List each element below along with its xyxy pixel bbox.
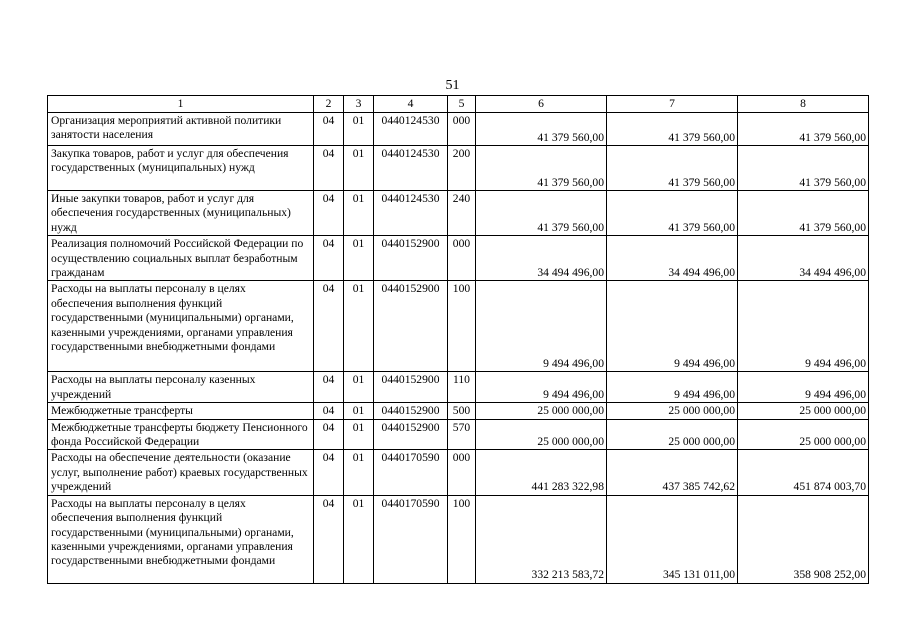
expense-type-cell: 110 — [448, 372, 476, 403]
expense-type-cell: 000 — [448, 236, 476, 281]
row-name-cell: Закупка товаров, работ и услуг для обеспечения государственных (муниципальных) нужд — [48, 146, 314, 191]
amount-cell-8: 25 000 000,00 — [738, 419, 869, 450]
row-name-cell: Организация мероприятий активной политики занятости населения — [48, 113, 314, 146]
amount-cell-6: 41 379 560,00 — [476, 146, 607, 191]
table-row — [48, 419, 869, 450]
table-row — [48, 495, 869, 583]
expense-type-cell: 000 — [448, 450, 476, 495]
subsection-code-cell: 01 — [344, 372, 374, 403]
table-row — [48, 146, 869, 191]
table-row — [48, 450, 869, 495]
section-code-cell: 04 — [314, 495, 344, 583]
amount-cell-8: 9 494 496,00 — [738, 372, 869, 403]
amount-cell-7: 34 494 496,00 — [607, 236, 738, 281]
table-row — [48, 113, 869, 146]
target-article-cell: 0440124530 — [374, 113, 448, 146]
amount-cell-8: 358 908 252,00 — [738, 495, 869, 583]
amount-cell-6: 9 494 496,00 — [476, 281, 607, 372]
amount-cell-6: 332 213 583,72 — [476, 495, 607, 583]
amount-cell-6: 41 379 560,00 — [476, 113, 607, 146]
section-code-cell: 04 — [314, 113, 344, 146]
amount-cell-6: 25 000 000,00 — [476, 403, 607, 419]
amount-cell-8: 41 379 560,00 — [738, 113, 869, 146]
table-header-row — [48, 96, 869, 113]
amount-cell-7: 41 379 560,00 — [607, 191, 738, 236]
table-row — [48, 281, 869, 372]
subsection-code-cell: 01 — [344, 281, 374, 372]
table-row — [48, 236, 869, 281]
subsection-code-cell: 01 — [344, 450, 374, 495]
page-number: 51 — [445, 78, 460, 93]
column-header: 4 — [374, 96, 448, 113]
section-code-cell: 04 — [314, 191, 344, 236]
amount-cell-7: 41 379 560,00 — [607, 113, 738, 146]
row-name-cell: Иные закупки товаров, работ и услуг для обеспечения государственных (муниципальных) нужд — [48, 191, 314, 236]
row-name-cell: Межбюджетные трансферты бюджету Пенсионного фонда Российской Федерации — [48, 419, 314, 450]
amount-cell-8: 25 000 000,00 — [738, 403, 869, 419]
row-name-cell: Расходы на обеспечение деятельности (оказание услуг, выполнение работ) краевых государственных учреждений — [48, 450, 314, 495]
amount-cell-7: 25 000 000,00 — [607, 419, 738, 450]
amount-cell-6: 41 379 560,00 — [476, 191, 607, 236]
subsection-code-cell: 01 — [344, 146, 374, 191]
target-article-cell: 0440152900 — [374, 281, 448, 372]
amount-cell-7: 437 385 742,62 — [607, 450, 738, 495]
amount-cell-7: 41 379 560,00 — [607, 146, 738, 191]
amount-cell-8: 41 379 560,00 — [738, 191, 869, 236]
target-article-cell: 0440170590 — [374, 450, 448, 495]
row-name-cell: Расходы на выплаты персоналу в целях обеспечения выполнения функций государственными (муниципальными) органами, казенными учреждениями, органами управления государственными внебюджетными фондами — [48, 281, 314, 372]
amount-cell-8: 41 379 560,00 — [738, 146, 869, 191]
subsection-code-cell: 01 — [344, 419, 374, 450]
expense-type-cell: 100 — [448, 495, 476, 583]
subsection-code-cell: 01 — [344, 113, 374, 146]
section-code-cell: 04 — [314, 281, 344, 372]
target-article-cell: 0440152900 — [374, 403, 448, 419]
subsection-code-cell: 01 — [344, 191, 374, 236]
table-row — [48, 372, 869, 403]
column-header: 7 — [607, 96, 738, 113]
column-header: 6 — [476, 96, 607, 113]
column-header: 1 — [48, 96, 314, 113]
expense-type-cell: 240 — [448, 191, 476, 236]
table-row — [48, 191, 869, 236]
amount-cell-7: 25 000 000,00 — [607, 403, 738, 419]
amount-cell-6: 9 494 496,00 — [476, 372, 607, 403]
target-article-cell: 0440152900 — [374, 236, 448, 281]
target-article-cell: 0440124530 — [374, 191, 448, 236]
row-name-cell: Расходы на выплаты персоналу в целях обеспечения выполнения функций государственными (муниципальными) органами, казенными учреждениями, органами управления государственными внебюджетными фондами — [48, 495, 314, 583]
row-name-cell: Реализация полномочий Российской Федерации по осуществлению социальных выплат безработным гражданам — [48, 236, 314, 281]
budget-table — [47, 95, 869, 584]
subsection-code-cell: 01 — [344, 495, 374, 583]
amount-cell-8: 34 494 496,00 — [738, 236, 869, 281]
amount-cell-8: 9 494 496,00 — [738, 281, 869, 372]
amount-cell-6: 441 283 322,98 — [476, 450, 607, 495]
amount-cell-7: 345 131 011,00 — [607, 495, 738, 583]
target-article-cell: 0440170590 — [374, 495, 448, 583]
section-code-cell: 04 — [314, 403, 344, 419]
column-header: 8 — [738, 96, 869, 113]
expense-type-cell: 200 — [448, 146, 476, 191]
amount-cell-7: 9 494 496,00 — [607, 281, 738, 372]
expense-type-cell: 100 — [448, 281, 476, 372]
section-code-cell: 04 — [314, 146, 344, 191]
expense-type-cell: 570 — [448, 419, 476, 450]
row-name-cell: Межбюджетные трансферты — [48, 403, 314, 419]
row-name-cell: Расходы на выплаты персоналу казенных учреждений — [48, 372, 314, 403]
column-header: 3 — [344, 96, 374, 113]
expense-type-cell: 500 — [448, 403, 476, 419]
amount-cell-6: 25 000 000,00 — [476, 419, 607, 450]
amount-cell-7: 9 494 496,00 — [607, 372, 738, 403]
target-article-cell: 0440124530 — [374, 146, 448, 191]
target-article-cell: 0440152900 — [374, 419, 448, 450]
subsection-code-cell: 01 — [344, 236, 374, 281]
amount-cell-8: 451 874 003,70 — [738, 450, 869, 495]
amount-cell-6: 34 494 496,00 — [476, 236, 607, 281]
section-code-cell: 04 — [314, 450, 344, 495]
target-article-cell: 0440152900 — [374, 372, 448, 403]
section-code-cell: 04 — [314, 236, 344, 281]
expense-type-cell: 000 — [448, 113, 476, 146]
column-header: 2 — [314, 96, 344, 113]
column-header: 5 — [448, 96, 476, 113]
table-row — [48, 403, 869, 419]
subsection-code-cell: 01 — [344, 403, 374, 419]
section-code-cell: 04 — [314, 372, 344, 403]
section-code-cell: 04 — [314, 419, 344, 450]
